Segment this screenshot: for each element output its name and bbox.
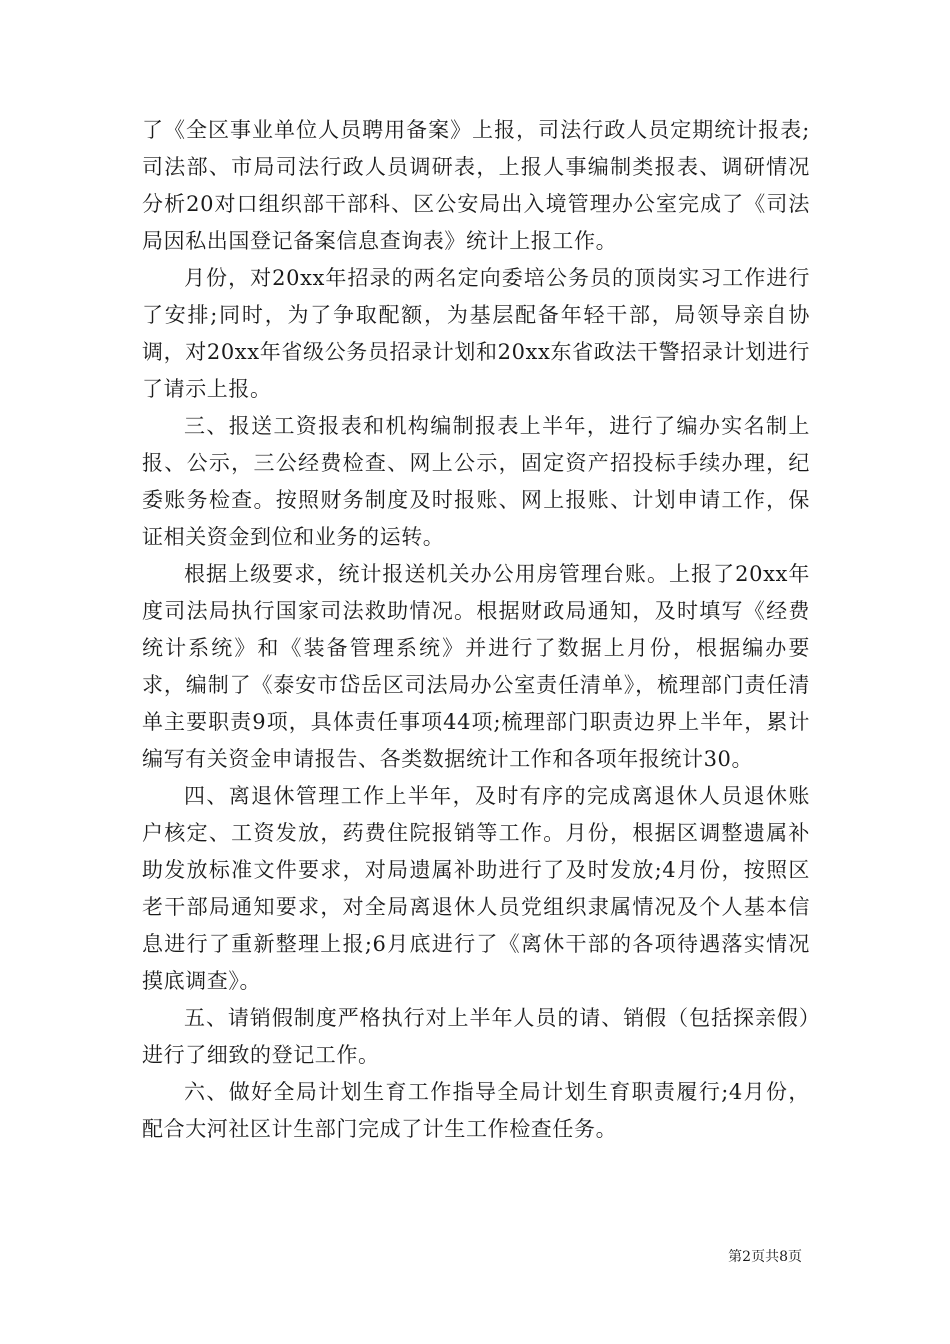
document-body (142, 112, 810, 1148)
paragraph-section-four: 四、离退休管理工作上半年，及时有序的完成离退休人员退休账户核定、工资发放，药费住院报销等工作。月份，根据区调整遗属补助发放标准文件要求，对局遗属补助进行了及时发放;4月份，按照区老干部局通知要求，对全局离退休人员党组织隶属情况及个人基本信息进行了重新整理上报;6月底进行了《离休干部的各项待遇落实情况摸底调查》。 (142, 784, 810, 993)
paragraph-continuation: 了《全区事业单位人员聘用备案》上报，司法行政人员定期统计报表;司法部、市局司法行政人员调研表，上报人事编制类报表、调研情况分析20对口组织部干部科、区公安局出入境管理办公室完成了《司法局因私出国登记备案信息查询表》统计上报工作。 (142, 118, 810, 253)
paragraph-recruitment: 月份，对20xx年招录的两名定向委培公务员的顶岗实习工作进行了安排;同时，为了争取配额，为基层配备年轻干部，局领导亲自协调，对20xx年省级公务员招录计划和20xx东省政法干警招录计划进行了请示上报。 (142, 266, 810, 401)
paragraph-office-housing: 根据上级要求，统计报送机关办公用房管理台账。上报了20xx年度司法局执行国家司法救助情况。根据财政局通知，及时填写《经费统计系统》和《装备管理系统》并进行了数据上月份，根据编办要求，编制了《泰安市岱岳区司法局办公室责任清单》，梳理部门责任清单主要职责9项，具体责任事项44项;梳理部门职责边界上半年，累计编写有关资金申请报告、各类数据统计工作和各项年报统计30。 (142, 562, 810, 771)
page-number-footer: 第2页共8页 (728, 1249, 802, 1265)
paragraph-section-six: 六、做好全局计划生育工作指导全局计划生育职责履行;4月份，配合大河社区计生部门完成了计生工作检查任务。 (142, 1080, 810, 1141)
paragraph-section-five: 五、请销假制度严格执行对上半年人员的请、销假（包括探亲假）进行了细致的登记工作。 (142, 1006, 810, 1067)
paragraph-section-three: 三、报送工资报表和机构编制报表上半年，进行了编办实名制上报、公示，三公经费检查、网上公示，固定资产招投标手续办理，纪委账务检查。按照财务制度及时报账、网上报账、计划申请工作，保证相关资金到位和业务的运转。 (142, 414, 810, 549)
